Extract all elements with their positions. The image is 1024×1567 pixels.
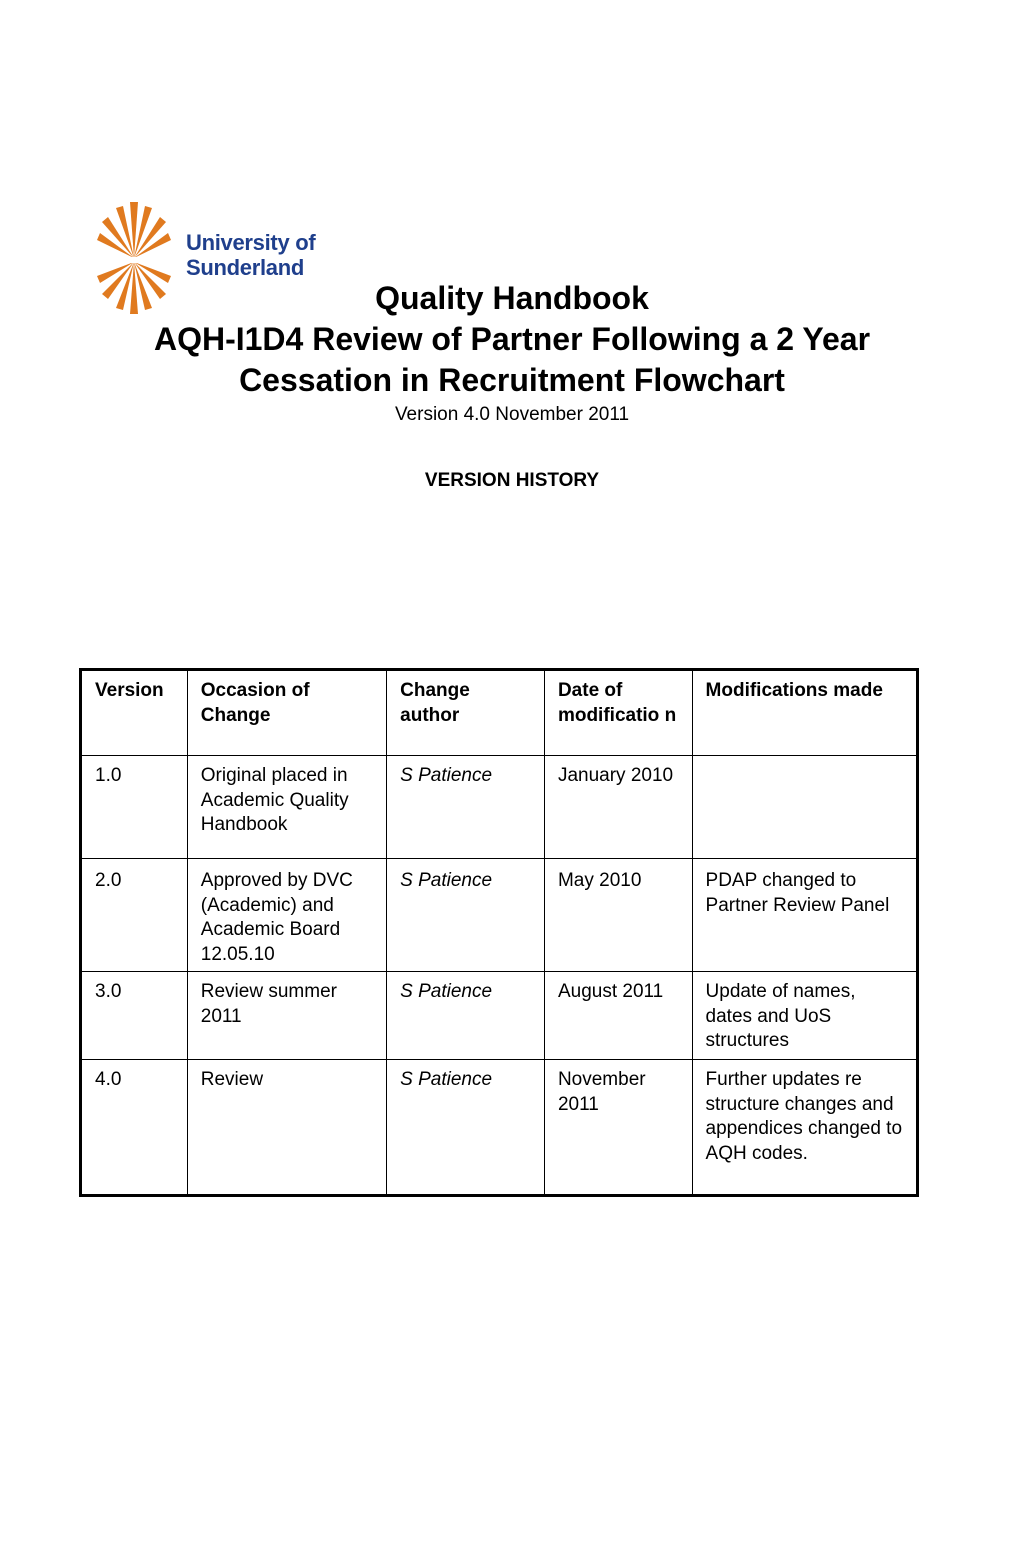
cell-date: January 2010	[544, 756, 692, 859]
logo-wordmark	[186, 230, 315, 280]
cell-occasion: Approved by DVC (Academic) and Academic Board 12.05.10	[187, 859, 386, 972]
version-history-heading: VERSION HISTORY	[424, 470, 600, 491]
header-modifications: Modifications made	[692, 670, 917, 756]
cell-version: 3.0	[81, 972, 188, 1060]
header-occasion: Occasion of Change	[187, 670, 386, 756]
header-version: Version	[81, 670, 188, 756]
cell-version: 1.0	[81, 756, 188, 859]
table-row	[81, 859, 918, 972]
cell-modifications: Update of names, dates and UoS structures	[692, 972, 917, 1060]
version-subtitle: Version 4.0 November 2011	[394, 404, 630, 425]
cell-date: May 2010	[544, 859, 692, 972]
version-history-table	[79, 668, 919, 1197]
header-author: Change author	[387, 670, 545, 756]
header-date: Date of modificatio n	[544, 670, 692, 756]
title-line-2: AQH-I1D4 Review of Partner Following a 2 Year	[153, 321, 871, 357]
cell-author: S Patience	[387, 859, 545, 972]
cell-version: 4.0	[81, 1060, 188, 1196]
logo-line-1: University of	[186, 230, 316, 255]
cell-occasion: Original placed in Academic Quality Handbook	[187, 756, 386, 859]
table-header-row	[81, 670, 918, 756]
title-line-3: Cessation in Recruitment Flowchart	[239, 362, 785, 398]
cell-author: S Patience	[387, 1060, 545, 1196]
cell-modifications: Further updates re structure changes and appendices changed to AQH codes.	[692, 1060, 917, 1196]
cell-modifications: PDAP changed to Partner Review Panel	[692, 859, 917, 972]
cell-date: November 2011	[544, 1060, 692, 1196]
cell-occasion: Review summer 2011	[187, 972, 386, 1060]
title-block	[0, 278, 1024, 427]
cell-author: S Patience	[387, 756, 545, 859]
logo-line-2: Sunderland	[186, 255, 305, 280]
table-row	[81, 972, 918, 1060]
cell-occasion: Review	[187, 1060, 386, 1196]
cell-author: S Patience	[387, 972, 545, 1060]
cell-modifications	[692, 756, 917, 859]
table-row	[81, 1060, 918, 1196]
table-row	[81, 756, 918, 859]
title-line-1: Quality Handbook	[375, 280, 649, 316]
cell-version: 2.0	[81, 859, 188, 972]
cell-date: August 2011	[544, 972, 692, 1060]
